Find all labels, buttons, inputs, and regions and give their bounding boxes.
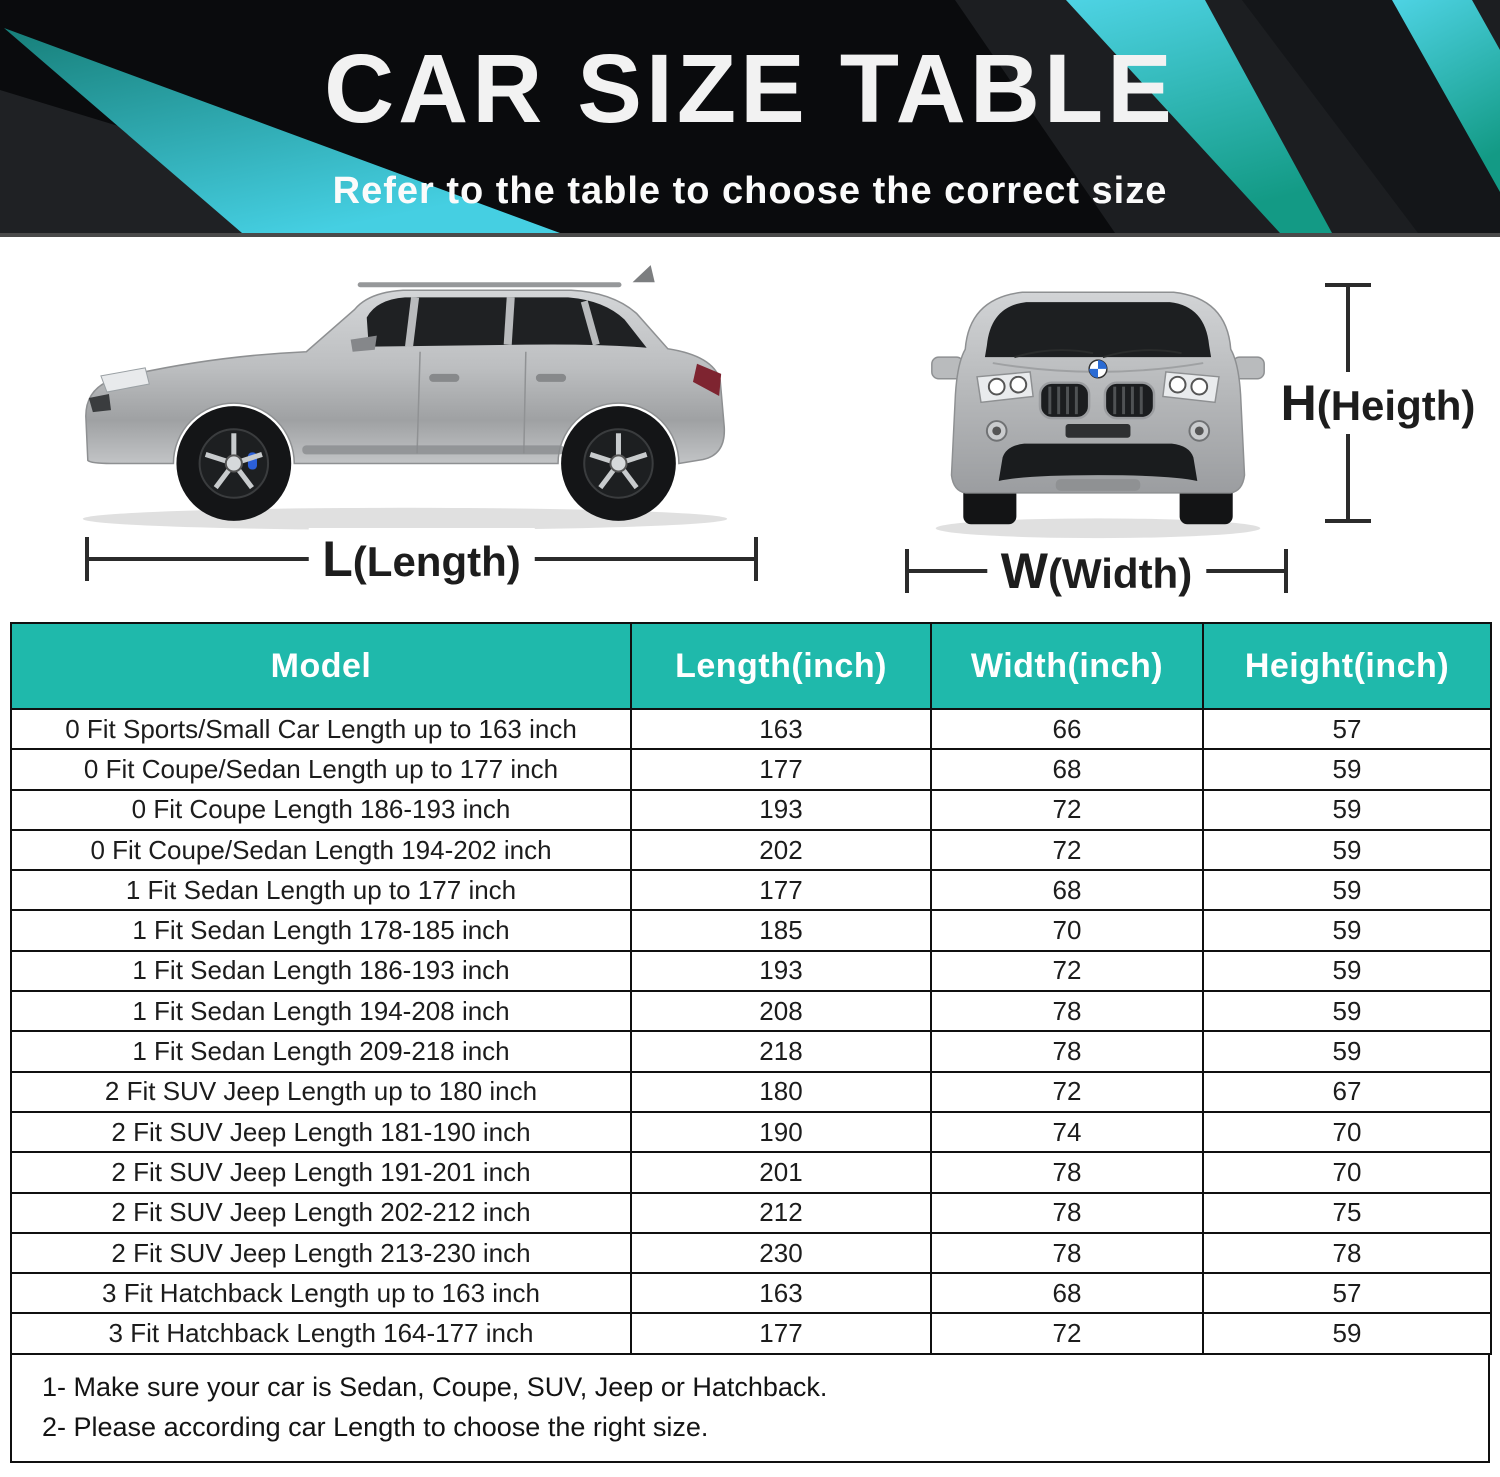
height-cell: 70 — [1203, 1152, 1491, 1192]
header-height: Height(inch) — [1203, 623, 1491, 709]
table-row — [11, 749, 1491, 789]
table-body — [11, 709, 1491, 1354]
length-cell: 202 — [631, 830, 931, 870]
table-row — [11, 830, 1491, 870]
model-cell: 0 Fit Coupe Length 186-193 inch — [11, 790, 631, 830]
width-cell: 78 — [931, 1152, 1203, 1192]
width-cell: 78 — [931, 1193, 1203, 1233]
width-right-cap — [1284, 549, 1288, 593]
length-cell: 230 — [631, 1233, 931, 1273]
table-row — [11, 1112, 1491, 1152]
model-cell: 0 Fit Coupe/Sedan Length up to 177 inch — [11, 749, 631, 789]
height-top-cap — [1325, 283, 1371, 287]
model-cell: 0 Fit Coupe/Sedan Length 194-202 inch — [11, 830, 631, 870]
header-width: Width(inch) — [931, 623, 1203, 709]
model-cell: 2 Fit SUV Jeep Length 213-230 inch — [11, 1233, 631, 1273]
length-left-cap — [85, 537, 89, 581]
height-cell: 59 — [1203, 951, 1491, 991]
rear-wheel — [561, 406, 676, 521]
length-cell: 201 — [631, 1152, 931, 1192]
height-cell: 78 — [1203, 1233, 1491, 1273]
width-cell: 66 — [931, 709, 1203, 749]
length-right-cap — [754, 537, 758, 581]
width-cell: 74 — [931, 1112, 1203, 1152]
model-cell: 1 Fit Sedan Length 178-185 inch — [11, 910, 631, 950]
width-cell: 72 — [931, 1072, 1203, 1112]
width-dimension-line — [905, 543, 1288, 599]
width-cell: 68 — [931, 870, 1203, 910]
length-cell: 212 — [631, 1193, 931, 1233]
length-cell: 193 — [631, 790, 931, 830]
model-cell: 2 Fit SUV Jeep Length 202-212 inch — [11, 1193, 631, 1233]
model-cell: 0 Fit Sports/Small Car Length up to 163 inch — [11, 709, 631, 749]
width-cell: 72 — [931, 830, 1203, 870]
height-cell: 75 — [1203, 1193, 1491, 1233]
width-cell: 72 — [931, 1313, 1203, 1353]
height-dimension-line — [1280, 283, 1476, 523]
table-row — [11, 1072, 1491, 1112]
model-cell: 2 Fit SUV Jeep Length up to 180 inch — [11, 1072, 631, 1112]
car-side-view-image — [52, 247, 758, 539]
height-cell: 59 — [1203, 749, 1491, 789]
width-cell: 68 — [931, 749, 1203, 789]
table-row — [11, 1233, 1491, 1273]
height-cell: 67 — [1203, 1072, 1491, 1112]
header-model: Model — [11, 623, 631, 709]
width-cell: 72 — [931, 951, 1203, 991]
table-row — [11, 910, 1491, 950]
height-cell: 59 — [1203, 910, 1491, 950]
model-cell: 1 Fit Sedan Length up to 177 inch — [11, 870, 631, 910]
note-1: 1- Make sure your car is Sedan, Coupe, SUV, Jeep or Hatchback. — [42, 1371, 828, 1402]
width-cell: 78 — [931, 991, 1203, 1031]
banner — [0, 0, 1500, 237]
table-notes — [10, 1355, 1490, 1463]
height-cell: 57 — [1203, 1273, 1491, 1313]
length-cell: 190 — [631, 1112, 931, 1152]
length-dimension-line — [85, 531, 758, 587]
car-dimension-diagram — [0, 237, 1500, 622]
height-cell: 70 — [1203, 1112, 1491, 1152]
front-wheel — [176, 406, 291, 521]
length-label: L(Length) — [308, 528, 535, 590]
width-label: W(Width) — [987, 540, 1206, 602]
page-subtitle: Refer to the table to choose the correct size — [332, 170, 1168, 212]
height-cell: 59 — [1203, 870, 1491, 910]
width-cell: 68 — [931, 1273, 1203, 1313]
model-cell: 1 Fit Sedan Length 186-193 inch — [11, 951, 631, 991]
length-cell: 180 — [631, 1072, 931, 1112]
width-cell: 78 — [931, 1233, 1203, 1273]
length-cell: 163 — [631, 1273, 931, 1313]
width-cell: 78 — [931, 1031, 1203, 1071]
length-cell: 177 — [631, 1313, 931, 1353]
table-row — [11, 1152, 1491, 1192]
length-cell: 163 — [631, 709, 931, 749]
height-label: H(Heigth) — [1267, 372, 1490, 434]
width-left-cap — [905, 549, 909, 593]
table-row — [11, 790, 1491, 830]
height-cell: 59 — [1203, 1313, 1491, 1353]
model-cell: 3 Fit Hatchback Length 164-177 inch — [11, 1313, 631, 1353]
height-bottom-cap — [1325, 519, 1371, 523]
table-row — [11, 1313, 1491, 1353]
height-cell: 59 — [1203, 1031, 1491, 1071]
length-cell: 177 — [631, 749, 931, 789]
width-cell: 70 — [931, 910, 1203, 950]
table-row — [11, 991, 1491, 1031]
model-cell: 1 Fit Sedan Length 194-208 inch — [11, 991, 631, 1031]
table-row — [11, 1273, 1491, 1313]
table-row — [11, 1031, 1491, 1071]
model-cell: 2 Fit SUV Jeep Length 181-190 inch — [11, 1112, 631, 1152]
table-header-row — [11, 623, 1491, 709]
height-cell: 59 — [1203, 991, 1491, 1031]
model-cell: 2 Fit SUV Jeep Length 191-201 inch — [11, 1152, 631, 1192]
height-cell: 57 — [1203, 709, 1491, 749]
height-cell: 59 — [1203, 830, 1491, 870]
header-length: Length(inch) — [631, 623, 931, 709]
length-cell: 208 — [631, 991, 931, 1031]
table-row — [11, 709, 1491, 749]
length-cell: 193 — [631, 951, 931, 991]
length-cell: 185 — [631, 910, 931, 950]
note-2: 2- Please according car Length to choose the right size. — [42, 1411, 709, 1442]
page-title: CAR SIZE TABLE — [324, 34, 1176, 143]
length-cell: 177 — [631, 870, 931, 910]
model-cell: 3 Fit Hatchback Length up to 163 inch — [11, 1273, 631, 1313]
table-row — [11, 1193, 1491, 1233]
model-cell: 1 Fit Sedan Length 209-218 inch — [11, 1031, 631, 1071]
table-row — [11, 870, 1491, 910]
table-row — [11, 951, 1491, 991]
height-cell: 59 — [1203, 790, 1491, 830]
length-cell: 218 — [631, 1031, 931, 1071]
width-cell: 72 — [931, 790, 1203, 830]
car-size-table — [10, 622, 1492, 1355]
car-front-view-image — [902, 247, 1294, 542]
